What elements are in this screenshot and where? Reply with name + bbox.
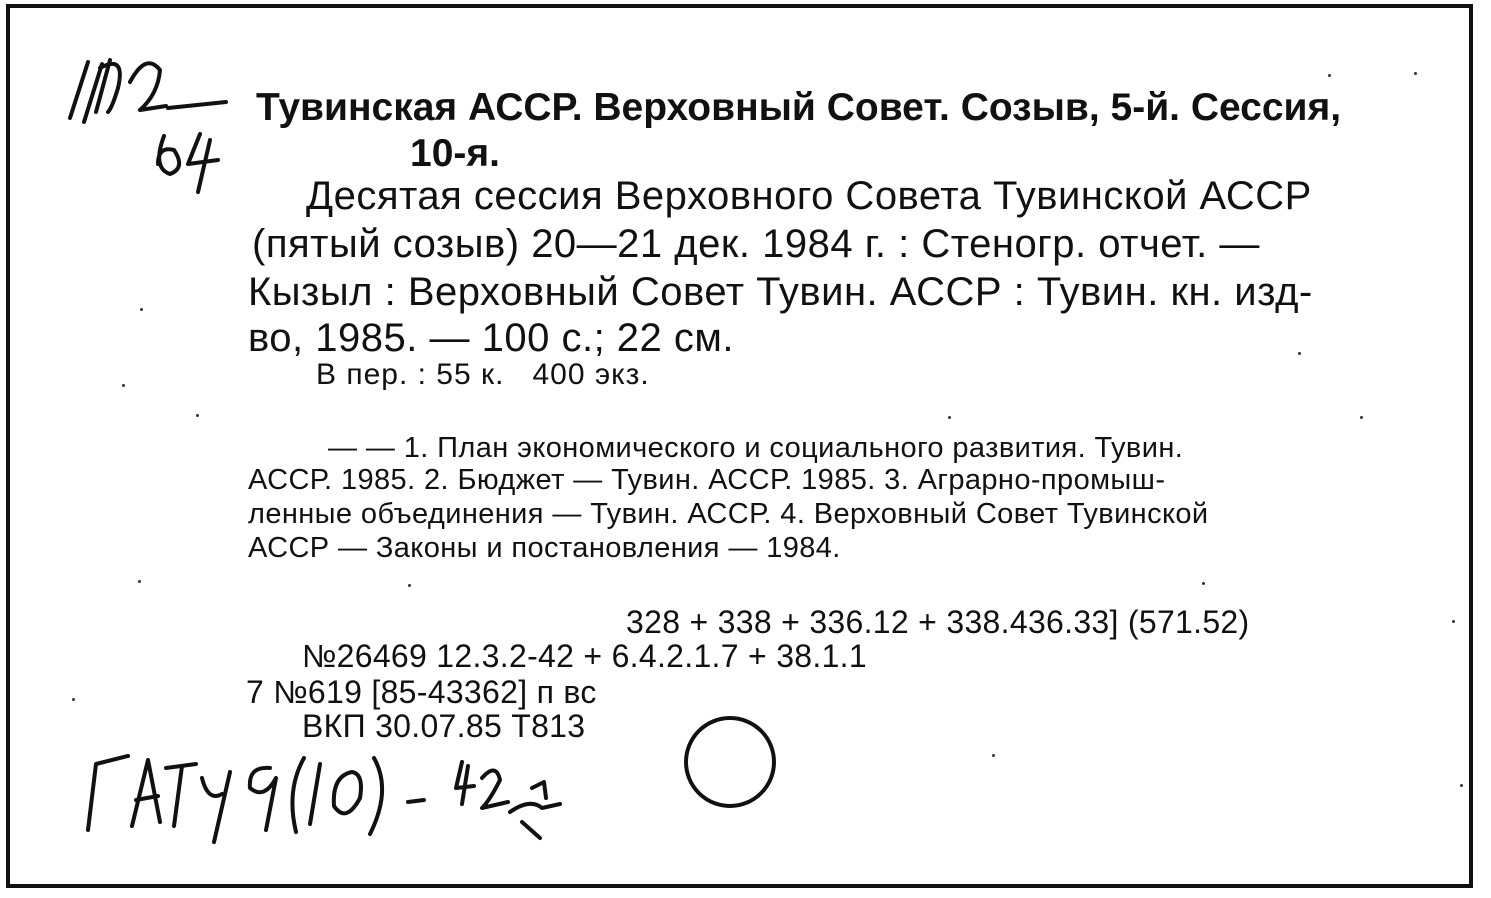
scan-speck <box>196 414 199 417</box>
subject-line-1: — — 1. План экономического и социального развития. Тувин. <box>328 432 1184 464</box>
scan-speck <box>140 308 143 311</box>
scan-speck <box>1298 352 1301 355</box>
handwritten-shelfmark <box>48 48 248 198</box>
scan-speck <box>138 580 141 583</box>
scan-speck <box>1460 784 1463 787</box>
scan-speck <box>72 698 75 701</box>
scan-speck <box>122 384 125 387</box>
classification-line-2: №26469 12.3.2-42 + 6.4.2.1.7 + 38.1.1 <box>302 638 867 674</box>
description-line-1: Десятая сессия Верховного Совета Тувинской АССР <box>306 174 1312 218</box>
scan-speck <box>1414 72 1417 75</box>
subject-line-2: АССР. 1985. 2. Бюджет — Тувин. АССР. 1985. 3. Аграрно-промыш- <box>248 464 1166 496</box>
classification-line-4: ВКП 30.07.85 Т813 <box>302 708 586 744</box>
description-line-2: (пятый созыв) 20—21 дек. 1984 г. : Стеногр. отчет. — <box>252 222 1260 266</box>
classification-line-3: 7 №619 [85-43362] п вс <box>246 674 597 710</box>
subject-line-3: ленные объединения — Тувин. АССР. 4. Верховный Совет Тувинской <box>248 498 1209 530</box>
subject-line-4: АССР — Законы и постановления — 1984. <box>248 532 841 564</box>
handwritten-archive-code <box>70 738 610 848</box>
scan-speck <box>1202 582 1205 585</box>
price-line: В пер. : 55 к. 400 экз. <box>316 358 650 391</box>
classification-line-1: 328 + 338 + 336.12 + 338.436.33] (571.52) <box>626 604 1250 640</box>
heading-line-1: Тувинская АССР. Верховный Совет. Созыв, 5-й. Сессия, <box>256 86 1342 129</box>
description-line-4: во, 1985. — 100 с.; 22 см. <box>248 316 735 360</box>
scan-speck <box>408 584 411 587</box>
scan-speck <box>1360 416 1363 419</box>
scan-speck <box>1452 620 1455 623</box>
catalog-card <box>6 4 1473 888</box>
scan-speck <box>948 416 951 419</box>
heading-line-2: 10-я. <box>410 132 500 175</box>
scan-speck <box>1328 74 1331 77</box>
description-line-3: Кызыл : Верховный Совет Тувин. АССР : Тувин. кн. изд- <box>248 270 1313 314</box>
circle-mark <box>682 714 778 810</box>
scan-speck <box>992 754 995 757</box>
